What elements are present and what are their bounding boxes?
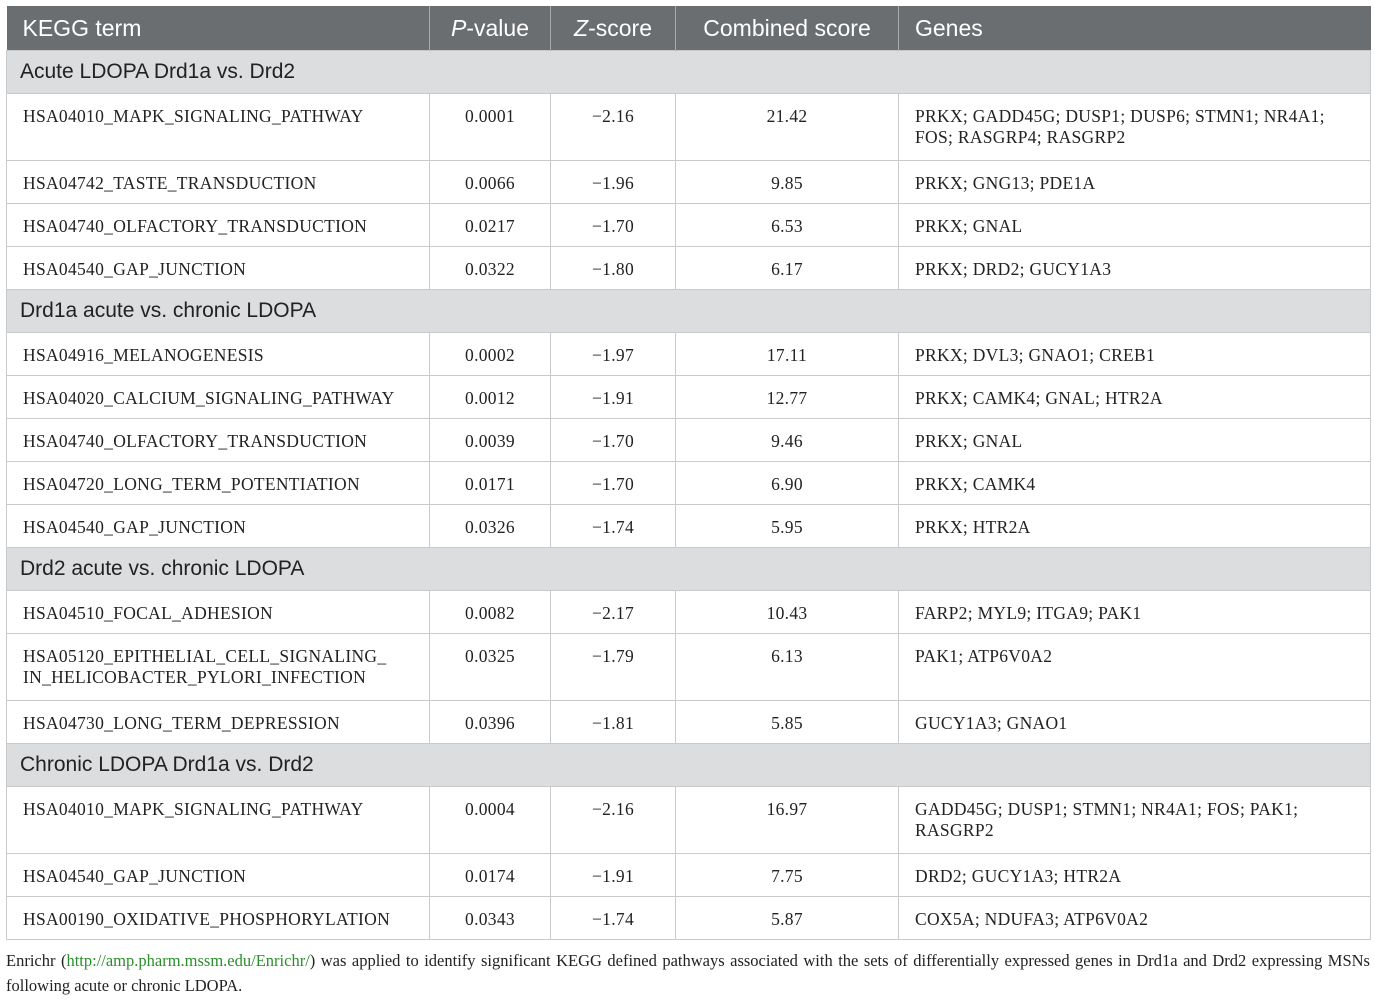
cell-combined-score: 5.95	[676, 505, 899, 548]
cell-p-value: 0.0066	[430, 161, 551, 204]
cell-combined-score: 7.75	[676, 854, 899, 897]
cell-z-score: −1.70	[551, 204, 676, 247]
cell-p-value: 0.0343	[430, 897, 551, 940]
section-row	[7, 744, 1371, 787]
cell-genes: PRKX; CAMK4; GNAL; HTR2A	[899, 376, 1371, 419]
cell-z-score: −1.74	[551, 505, 676, 548]
cell-p-value: 0.0004	[430, 787, 551, 854]
table-row	[7, 505, 1371, 548]
table-footnote	[6, 948, 1370, 998]
section-title: Drd1a acute vs. chronic LDOPA	[7, 290, 1371, 333]
cell-genes: DRD2; GUCY1A3; HTR2A	[899, 854, 1371, 897]
cell-term: HSA04720_LONG_TERM_POTENTIATION	[7, 462, 430, 505]
cell-p-value: 0.0002	[430, 333, 551, 376]
cell-combined-score: 6.90	[676, 462, 899, 505]
cell-z-score: −1.96	[551, 161, 676, 204]
table-row	[7, 94, 1371, 161]
section-row	[7, 290, 1371, 333]
cell-genes: COX5A; NDUFA3; ATP6V0A2	[899, 897, 1371, 940]
cell-combined-score: 21.42	[676, 94, 899, 161]
table-row	[7, 419, 1371, 462]
cell-genes: PAK1; ATP6V0A2	[899, 634, 1371, 701]
table-row	[7, 787, 1371, 854]
cell-combined-score: 9.46	[676, 419, 899, 462]
cell-term: HSA05120_EPITHELIAL_CELL_SIGNALING_ IN_HELICOBACTER_PYLORI_INFECTION	[7, 634, 430, 701]
header-z-rest: -score	[588, 14, 652, 41]
cell-p-value: 0.0001	[430, 94, 551, 161]
table-row	[7, 247, 1371, 290]
table-row	[7, 634, 1371, 701]
section-row	[7, 51, 1371, 94]
cell-z-score: −1.70	[551, 419, 676, 462]
cell-z-score: −1.91	[551, 854, 676, 897]
cell-genes: GUCY1A3; GNAO1	[899, 701, 1371, 744]
cell-z-score: −2.16	[551, 787, 676, 854]
enrichr-link[interactable]: http://amp.pharm.mssm.edu/Enrichr/	[66, 951, 310, 970]
cell-genes: PRKX; DRD2; GUCY1A3	[899, 247, 1371, 290]
table-row	[7, 701, 1371, 744]
footnote-after: ) was applied to identify significant KEGG defined pathways associated with the sets of differentially expressed genes in Drd1a and Drd2 expressing MSNs following acute or chronic LDOPA.	[6, 951, 1370, 995]
cell-genes: PRKX; GNAL	[899, 204, 1371, 247]
header-row	[7, 6, 1371, 51]
section-title: Acute LDOPA Drd1a vs. Drd2	[7, 51, 1371, 94]
cell-term: HSA04540_GAP_JUNCTION	[7, 247, 430, 290]
table-row	[7, 897, 1371, 940]
cell-z-score: −1.91	[551, 376, 676, 419]
cell-z-score: −1.70	[551, 462, 676, 505]
cell-combined-score: 9.85	[676, 161, 899, 204]
table-row	[7, 161, 1371, 204]
table-row	[7, 854, 1371, 897]
cell-p-value: 0.0396	[430, 701, 551, 744]
cell-genes: PRKX; GNG13; PDE1A	[899, 161, 1371, 204]
cell-p-value: 0.0082	[430, 591, 551, 634]
cell-term: HSA04740_OLFACTORY_TRANSDUCTION	[7, 204, 430, 247]
cell-combined-score: 5.87	[676, 897, 899, 940]
cell-z-score: −1.81	[551, 701, 676, 744]
header-genes: Genes	[899, 6, 1371, 51]
cell-term: HSA04740_OLFACTORY_TRANSDUCTION	[7, 419, 430, 462]
cell-p-value: 0.0322	[430, 247, 551, 290]
cell-z-score: −1.74	[551, 897, 676, 940]
cell-p-value: 0.0217	[430, 204, 551, 247]
kegg-table-container	[6, 6, 1370, 940]
cell-p-value: 0.0171	[430, 462, 551, 505]
cell-term: HSA04540_GAP_JUNCTION	[7, 505, 430, 548]
cell-combined-score: 17.11	[676, 333, 899, 376]
cell-z-score: −1.79	[551, 634, 676, 701]
header-p-rest: -value	[466, 14, 529, 41]
cell-combined-score: 6.13	[676, 634, 899, 701]
cell-genes: PRKX; DVL3; GNAO1; CREB1	[899, 333, 1371, 376]
cell-term: HSA04510_FOCAL_ADHESION	[7, 591, 430, 634]
section-row	[7, 548, 1371, 591]
cell-term: HSA00190_OXIDATIVE_PHOSPHORYLATION	[7, 897, 430, 940]
cell-term: HSA04010_MAPK_SIGNALING_PATHWAY	[7, 787, 430, 854]
cell-z-score: −2.17	[551, 591, 676, 634]
cell-z-score: −1.80	[551, 247, 676, 290]
cell-term: HSA04730_LONG_TERM_DEPRESSION	[7, 701, 430, 744]
table-row	[7, 333, 1371, 376]
cell-combined-score: 5.85	[676, 701, 899, 744]
cell-combined-score: 12.77	[676, 376, 899, 419]
cell-z-score: −1.97	[551, 333, 676, 376]
cell-term: HSA04742_TASTE_TRANSDUCTION	[7, 161, 430, 204]
cell-p-value: 0.0174	[430, 854, 551, 897]
cell-term: HSA04020_CALCIUM_SIGNALING_PATHWAY	[7, 376, 430, 419]
header-combined-score: Combined score	[676, 6, 899, 51]
table-row	[7, 204, 1371, 247]
footnote-before: Enrichr (	[6, 951, 67, 970]
cell-combined-score: 16.97	[676, 787, 899, 854]
header-z-letter: Z	[574, 14, 589, 41]
header-p-value	[430, 6, 551, 51]
cell-term: HSA04540_GAP_JUNCTION	[7, 854, 430, 897]
kegg-table	[6, 6, 1371, 940]
table-row	[7, 462, 1371, 505]
cell-p-value: 0.0325	[430, 634, 551, 701]
cell-genes: PRKX; CAMK4	[899, 462, 1371, 505]
cell-combined-score: 10.43	[676, 591, 899, 634]
cell-genes: PRKX; GADD45G; DUSP1; DUSP6; STMN1; NR4A1; FOS; RASGRP4; RASGRP2	[899, 94, 1371, 161]
cell-genes: PRKX; GNAL	[899, 419, 1371, 462]
table-row	[7, 591, 1371, 634]
cell-combined-score: 6.17	[676, 247, 899, 290]
cell-genes: FARP2; MYL9; ITGA9; PAK1	[899, 591, 1371, 634]
cell-genes: GADD45G; DUSP1; STMN1; NR4A1; FOS; PAK1; RASGRP2	[899, 787, 1371, 854]
cell-p-value: 0.0012	[430, 376, 551, 419]
cell-combined-score: 6.53	[676, 204, 899, 247]
section-title: Chronic LDOPA Drd1a vs. Drd2	[7, 744, 1371, 787]
cell-p-value: 0.0326	[430, 505, 551, 548]
header-p-letter: P	[451, 14, 467, 41]
header-kegg-term: KEGG term	[7, 6, 430, 51]
cell-term: HSA04916_MELANOGENESIS	[7, 333, 430, 376]
cell-term: HSA04010_MAPK_SIGNALING_PATHWAY	[7, 94, 430, 161]
table-row	[7, 376, 1371, 419]
cell-z-score: −2.16	[551, 94, 676, 161]
cell-genes: PRKX; HTR2A	[899, 505, 1371, 548]
cell-p-value: 0.0039	[430, 419, 551, 462]
header-z-score	[551, 6, 676, 51]
section-title: Drd2 acute vs. chronic LDOPA	[7, 548, 1371, 591]
